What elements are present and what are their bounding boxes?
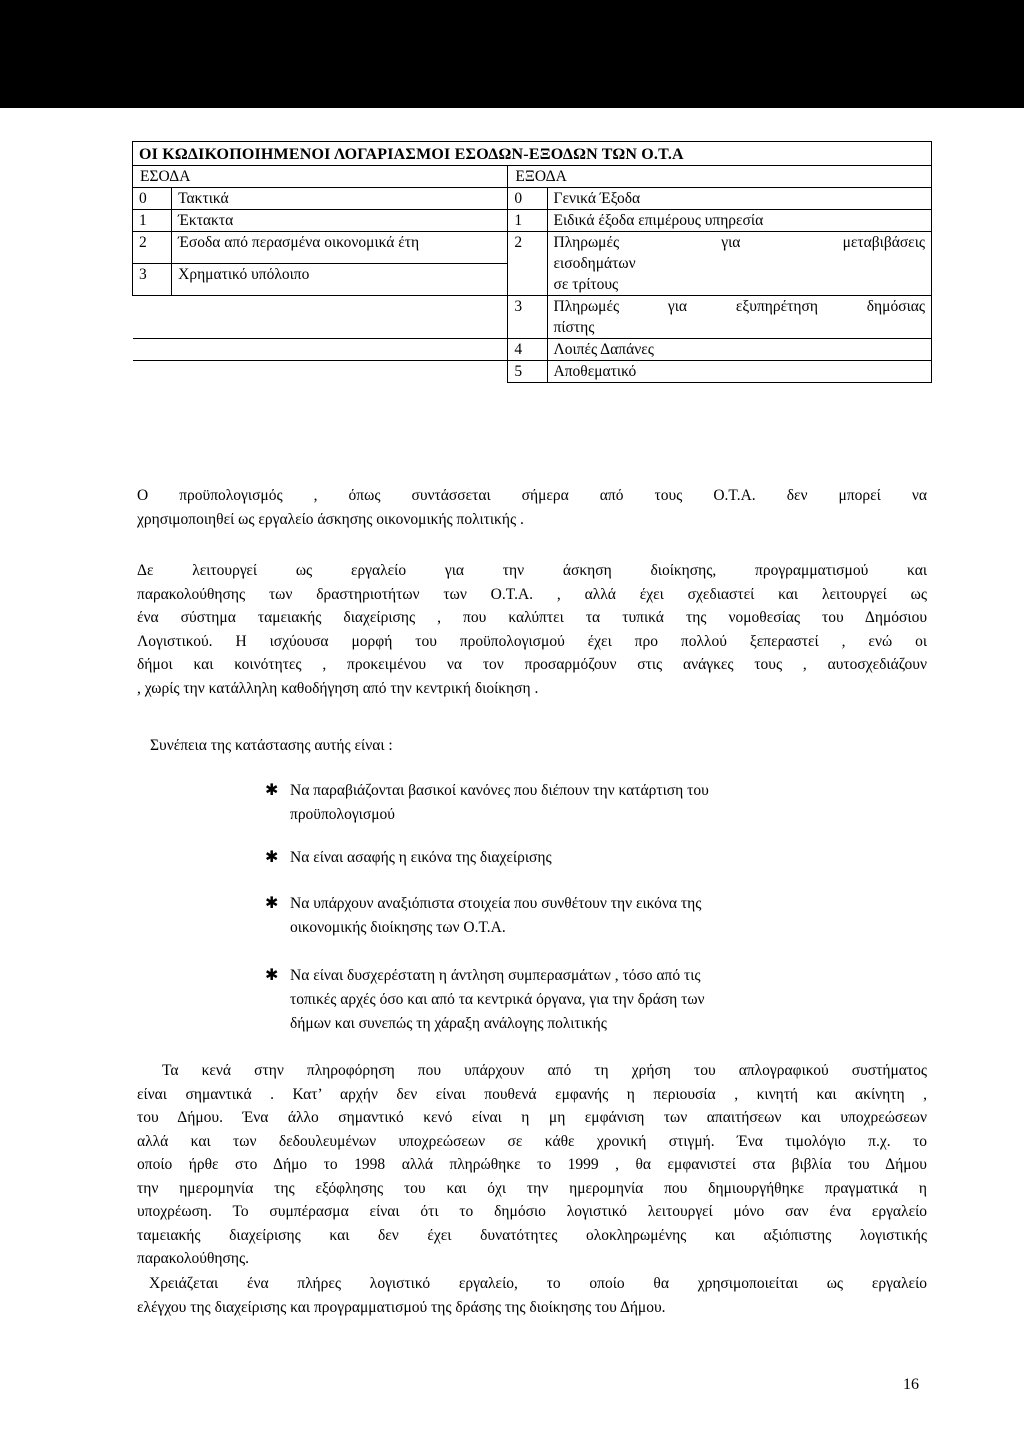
empty-cell [133, 339, 508, 361]
star-bullet-icon: ✱ [265, 782, 279, 799]
paragraph-information-gaps [137, 1059, 927, 1271]
paragraph-budget-tool [137, 484, 927, 531]
empty-cell [133, 361, 508, 383]
paragraph-line: παρακολούθησης των δραστηριοτήτων των Ο.Τ.Α. , αλλά έχει σχεδιαστεί και λειτουργεί ως [137, 585, 927, 603]
accounts-table [132, 141, 932, 383]
star-bullet-icon: ✱ [265, 849, 279, 866]
table-row [133, 210, 932, 232]
bullet-item [265, 846, 865, 870]
bullet-line: Να παραβιάζονται βασικοί κανόνες που διέπουν την κατάρτιση του [290, 782, 709, 799]
bullet-item [265, 892, 865, 940]
paragraph-line: Ο προϋπολογισμός , όπως συντάσσεται σήμερα από τους Ο.Τ.Α. δεν μπορεί να [137, 487, 927, 504]
expense-label-word: για [721, 234, 741, 251]
bullet-line: Να είναι δυσχερέστατη η άντληση συμπερασμάτων , τόσο από τις [290, 967, 701, 984]
paragraph-line: υποχρέωση. Το συμπέρασμα είναι ότι το δημόσιο λογιστικό λειτουργεί μόνο σαν ένα εργαλείο [137, 1203, 927, 1220]
income-label: Τακτικά [172, 188, 508, 210]
paragraph-line: παρακολούθησης. [137, 1250, 249, 1267]
paragraph-line: αλλά και των δεδουλευμένων υποχρεώσεων σε κάθε χρονική στιγμή. Ένα τιμολόγιο π.χ. το [137, 1132, 927, 1150]
bullet-line: προϋπολογισμού [290, 806, 395, 823]
star-bullet-icon: ✱ [265, 895, 279, 912]
table-row [133, 339, 932, 361]
paragraph-line: δήμοι και κοινότητες , προκειμένου να τον προσαρμόζουν στις ανάγκες τους , αυτοσχεδιάζουν [137, 656, 927, 673]
expense-code: 3 [508, 296, 547, 339]
expense-code: 5 [508, 361, 547, 383]
expense-label-line: εισοδημάτων [553, 255, 636, 272]
table-title-row [133, 142, 932, 166]
expense-code: 4 [508, 339, 547, 361]
table-title: ΟΙ ΚΩΔΙΚΟΠΟΙΗΜΕΝΟΙ ΛΟΓΑΡΙΑΣΜΟΙ ΕΣΟΔΩΝ-ΕΞΟΔΩΝ ΤΩΝ Ο.Τ.Α [133, 142, 932, 166]
bullet-item [265, 964, 865, 1036]
expense-label: Γενικά Έξοδα [547, 188, 931, 210]
expense-label: Αποθεματικό [547, 361, 931, 383]
star-bullet-icon: ✱ [265, 967, 279, 984]
paragraph-line: Δε λειτουργεί ως εργαλείο για την άσκηση διοίκησης, προγραμματισμού και [137, 562, 927, 579]
income-code: 2 [133, 232, 172, 264]
expense-label: Ειδικά έξοδα επιμέρους υπηρεσία [547, 210, 931, 232]
expense-label-line: σε τρίτους [553, 276, 619, 293]
expense-code: 1 [508, 210, 547, 232]
paragraph-line: Τα κενά στην πληροφόρηση που υπάρχουν από τη χρήση του απλογραφικού συστήματος [162, 1062, 927, 1079]
paragraph-line: είναι σημαντικά . Κατ’ αρχήν δεν είναι πουθενά εμφανής η περιουσία , κινητή και ακίνητη , [137, 1085, 927, 1103]
paragraph-cash-management [137, 559, 927, 700]
consequence-intro: Συνέπεια της κατάστασης αυτής είναι : [150, 737, 393, 754]
table-row [133, 361, 932, 383]
empty-cell [133, 296, 508, 339]
expense-label-line: Πληρωμές για εξυπηρέτηση δημόσιας [553, 298, 925, 315]
paragraph-line: ελέγχου της διαχείρισης και προγραμματισμού της δράσης της διοίκησης του Δήμου. [137, 1298, 666, 1316]
expense-label-word: Πληρωμές [553, 234, 620, 251]
page-number: 16 [903, 1376, 919, 1393]
table-row [133, 232, 932, 264]
expense-label [547, 296, 931, 339]
income-label: Έσοδα από περασμένα οικονομικά έτη [172, 232, 508, 264]
paragraph-line: την ημερομηνία της εξόφλησης του και όχι την ημερομηνία που δημιουργήθηκε πραγματικά η [137, 1179, 927, 1197]
bullet-line: Να είναι ασαφής η εικόνα της διαχείρισης [290, 849, 552, 866]
paragraph-conclusion [137, 1272, 927, 1319]
paragraph-line: Λογιστικού. Η ισχύουσα μορφή του προϋπολογισμού έχει προ πολλού ξεπεραστεί , ενώ οι [137, 632, 927, 650]
paragraph-line: Χρειάζεται ένα πλήρες λογιστικό εργαλείο, το οποίο θα χρησιμοποιείται ως εργαλείο [149, 1275, 927, 1292]
bullet-line: δήμων και συνεπώς τη χάραξη ανάλογης πολιτικής [290, 1015, 607, 1032]
paragraph-line: του Δήμου. Ένα άλλο σημαντικό κενό είναι η μη εμφάνιση των απαιτήσεων και υποχρεώσεων [137, 1109, 927, 1126]
income-header: ΕΣΟΔΑ [133, 166, 508, 188]
income-code: 1 [133, 210, 172, 232]
bullet-line: Να υπάρχουν αναξιόπιστα στοιχεία που συνθέτουν την εικόνα της [290, 895, 702, 912]
table-row [133, 188, 932, 210]
income-code: 0 [133, 188, 172, 210]
expense-label: Λοιπές Δαπάνες [547, 339, 931, 361]
paragraph-line: οποίο ήρθε στο Δήμο το 1998 αλλά πληρώθηκε το 1999 , θα εμφανιστεί στα βιβλία του Δήμου [137, 1156, 927, 1173]
income-label: Έκτακτα [172, 210, 508, 232]
bullet-item [265, 779, 865, 827]
table-row [133, 296, 932, 339]
expense-label-word: μεταβιβάσεις [842, 234, 925, 251]
income-code: 3 [133, 264, 172, 296]
expense-label-line: πίστης [553, 319, 595, 336]
expense-label [547, 232, 931, 296]
bullet-line: οικονομικής διοίκησης των Ο.Τ.Α. [290, 919, 506, 936]
income-label: Χρηματικό υπόλοιπο [172, 264, 508, 296]
paragraph-line: χρησιμοποιηθεί ως εργαλείο άσκησης οικονομικής πολιτικής . [137, 510, 524, 528]
expense-code: 2 [508, 232, 547, 296]
expense-code: 0 [508, 188, 547, 210]
bullet-line: τοπικές αρχές όσο και από τα κεντρικά όργανα, για την δράση των [290, 991, 705, 1008]
paragraph-line: ταμειακής διαχείρισης και δεν έχει δυνατότητες ολοκληρωμένης και αξιόπιστης λογιστικής [137, 1226, 927, 1244]
paragraph-line: , χωρίς την κατάλληλη καθοδήγηση από την κεντρική διοίκηση . [137, 679, 539, 697]
expense-header: ΕΞΟΔΑ [508, 166, 932, 188]
paragraph-line: ένα σύστημα ταμειακής διαχείρισης , που καλύπτει τα τυπικά της νομοθεσίας του Δημόσιου [137, 609, 927, 626]
table-header-row [133, 166, 932, 188]
